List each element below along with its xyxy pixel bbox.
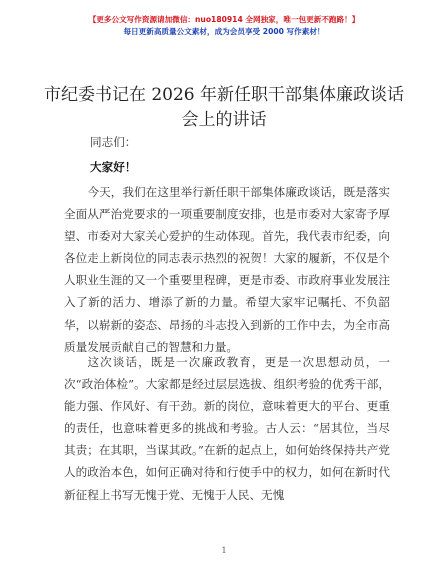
document-title-line-1: 市纪委书记在 2026 年新任职干部集体廉政谈话	[43, 85, 405, 105]
body-paragraph: 今天，我们在这里举行新任职干部集体廉政谈话，既是落实全面从严治党要求的一项重要制度安排，也是市委对大家寄予厚望、市委对大家关心爱护的生动体现。首先，我代表市纪委，向各位走上新岗位的同志表示热烈的祝贺！大家的履新，不仅是个人职业生涯的又一个重要里程碑，更是市委、市政府事业发展注入了新的活力、增添了新的力量。希望大家牢记嘱托、不负韶华，以崭新的姿态、昂扬的斗志投入到新的工作中去，为全市高质量发展贡献自己的智慧和力量。	[64, 185, 390, 354]
page-number: 1	[221, 546, 227, 555]
body-paragraph: 这次谈话，既是一次廉政教育，更是一次思想动员，一次“政治体检”。大家都是经过层层选拔、组织考验的优秀干部，能力强、作风好、有干劲。新的岗位，意味着更大的平台、更重的责任，也意味着更多的挑战和考验。古人云：“居其位，当尽其责；在其职，当谋其政。”在新的起点上，如何始终保持共产党人的政治本色，如何正确对待和行使手中的权力，如何在新时代新征程上书写无愧于党、无愧于人民、无愧	[64, 355, 390, 502]
promo-banner-line-2: 每日更新高质量公文素材，成为会员享受 2000 写作素材！	[123, 27, 325, 36]
salutation: 同志们：	[90, 135, 137, 149]
promo-banner-line-1: 【更多公文写作资源请加微信：nuo180914 全网独家，唯一包更新不跑路！】	[88, 15, 360, 24]
document-title-line-2: 会上的讲话	[181, 110, 267, 130]
document-title	[0, 83, 448, 133]
greeting: 大家好！	[90, 160, 137, 174]
promo-banner	[0, 14, 448, 38]
